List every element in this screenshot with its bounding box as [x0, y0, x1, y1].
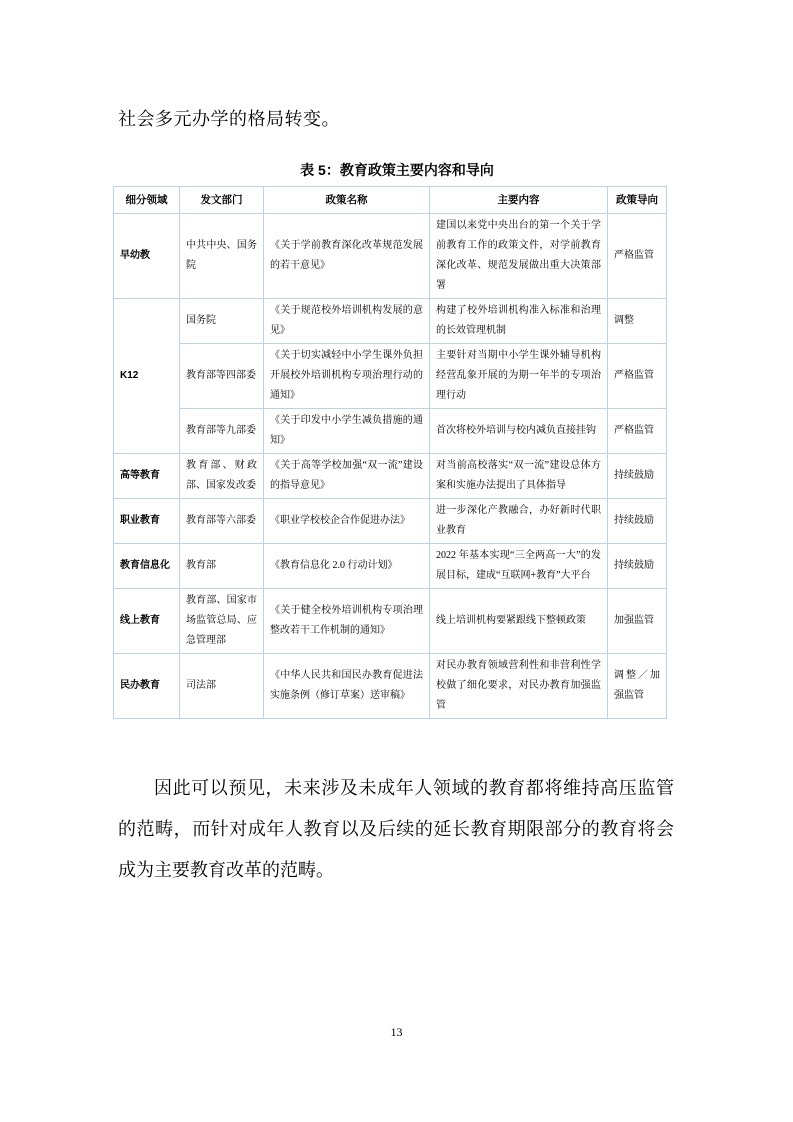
cell-policy-name: 《关于切实减轻中小学生课外负担开展校外培训机构专项治理行动的通知》 [264, 344, 430, 409]
cell-orientation: 严格监管 [608, 409, 667, 454]
header-row [114, 187, 667, 214]
table-row [114, 299, 667, 344]
cell-department: 教育部等九部委 [180, 409, 264, 454]
column-header-segment: 细分领域 [114, 187, 180, 214]
cell-orientation: 加强监管 [608, 589, 667, 654]
cell-department: 司法部 [180, 654, 264, 719]
cell-segment: 早幼教 [114, 214, 180, 299]
cell-policy-name: 《关于学前教育深化改革规范发展的若干意见》 [264, 214, 430, 299]
cell-main-content: 对民办教育领域营利性和非营利性学校做了细化要求，对民办教育加强监管 [430, 654, 608, 719]
cell-department: 中共中央、国务院 [180, 214, 264, 299]
cell-policy-name: 《关于印发中小学生减负措施的通知》 [264, 409, 430, 454]
closing-paragraph: 因此可以预见，未来涉及未成年人领域的教育都将维持高压监管的范畴，而针对成年人教育以及后续的延长教育期限部分的教育将会成为主要教育改革的范畴。 [118, 778, 674, 880]
cell-main-content: 进一步深化产教融合，办好新时代职业教育 [430, 499, 608, 544]
cell-department: 国务院 [180, 299, 264, 344]
cell-policy-name: 《教育信息化 2.0 行动计划》 [264, 544, 430, 589]
policy-table [113, 186, 667, 719]
cell-segment: K12 [114, 299, 180, 454]
column-header-main-content: 主要内容 [430, 187, 608, 214]
table-row [114, 409, 667, 454]
column-header-department: 发文部门 [180, 187, 264, 214]
cell-segment: 教育信息化 [114, 544, 180, 589]
cell-orientation: 严格监管 [608, 344, 667, 409]
cell-policy-name: 《职业学校校企合作促进办法》 [264, 499, 430, 544]
cell-segment: 职业教育 [114, 499, 180, 544]
cell-main-content: 建国以来党中央出台的第一个关于学前教育工作的政策文件，对学前教育深化改革、规范发展做出重大决策部署 [430, 214, 608, 299]
policy-table-header [114, 187, 667, 214]
cell-main-content: 构建了校外培训机构准入标准和治理的长效管理机制 [430, 299, 608, 344]
cell-department: 教育部、国家市场监管总局、应急管理部 [180, 589, 264, 654]
table-row [114, 544, 667, 589]
cell-main-content: 首次将校外培训与校内减负直接挂钩 [430, 409, 608, 454]
page-number: 13 [390, 1025, 403, 1039]
table-row [114, 499, 667, 544]
cell-orientation: 严格监管 [608, 214, 667, 299]
cell-orientation: 调整 [608, 299, 667, 344]
table-row [114, 589, 667, 654]
cell-orientation: 持续鼓励 [608, 499, 667, 544]
table-row [114, 214, 667, 299]
cell-segment: 高等教育 [114, 454, 180, 499]
cell-department: 教育部等六部委 [180, 499, 264, 544]
cell-policy-name: 《关于高等学校加强“双一流”建设的指导意见》 [264, 454, 430, 499]
cell-department: 教育部 [180, 544, 264, 589]
cell-orientation: 持续鼓励 [608, 544, 667, 589]
cell-policy-name: 《中华人民共和国民办教育促进法实施条例（修订草案）送审稿》 [264, 654, 430, 719]
intro-paragraph: 社会多元办学的格局转变。 [118, 109, 340, 129]
table-row [114, 454, 667, 499]
cell-policy-name: 《关于健全校外培训机构专项治理整改若干工作机制的通知》 [264, 589, 430, 654]
cell-main-content: 线上培训机构要紧跟线下整顿政策 [430, 589, 608, 654]
cell-main-content: 2022 年基本实现“三全两高一大”的发展目标，建成“互联网+教育”大平台 [430, 544, 608, 589]
cell-orientation: 持续鼓励 [608, 454, 667, 499]
cell-segment: 民办教育 [114, 654, 180, 719]
cell-policy-name: 《关于规范校外培训机构发展的意见》 [264, 299, 430, 344]
table-row [114, 654, 667, 719]
cell-main-content: 对当前高校落实“双一流”建设总体方案和实施办法提出了具体指导 [430, 454, 608, 499]
column-header-orientation: 政策导向 [608, 187, 667, 214]
policy-table-body [114, 214, 667, 719]
cell-department: 教育部、财政部、国家发改委 [180, 454, 264, 499]
cell-segment: 线上教育 [114, 589, 180, 654]
table-title: 表 5：教育政策主要内容和导向 [300, 162, 494, 178]
cell-main-content: 主要针对当期中小学生课外辅导机构经营乱象开展的为期一年半的专项治理行动 [430, 344, 608, 409]
cell-orientation: 调整／加强监管 [608, 654, 667, 719]
column-header-policy-name: 政策名称 [264, 187, 430, 214]
table-row [114, 344, 667, 409]
cell-department: 教育部等四部委 [180, 344, 264, 409]
